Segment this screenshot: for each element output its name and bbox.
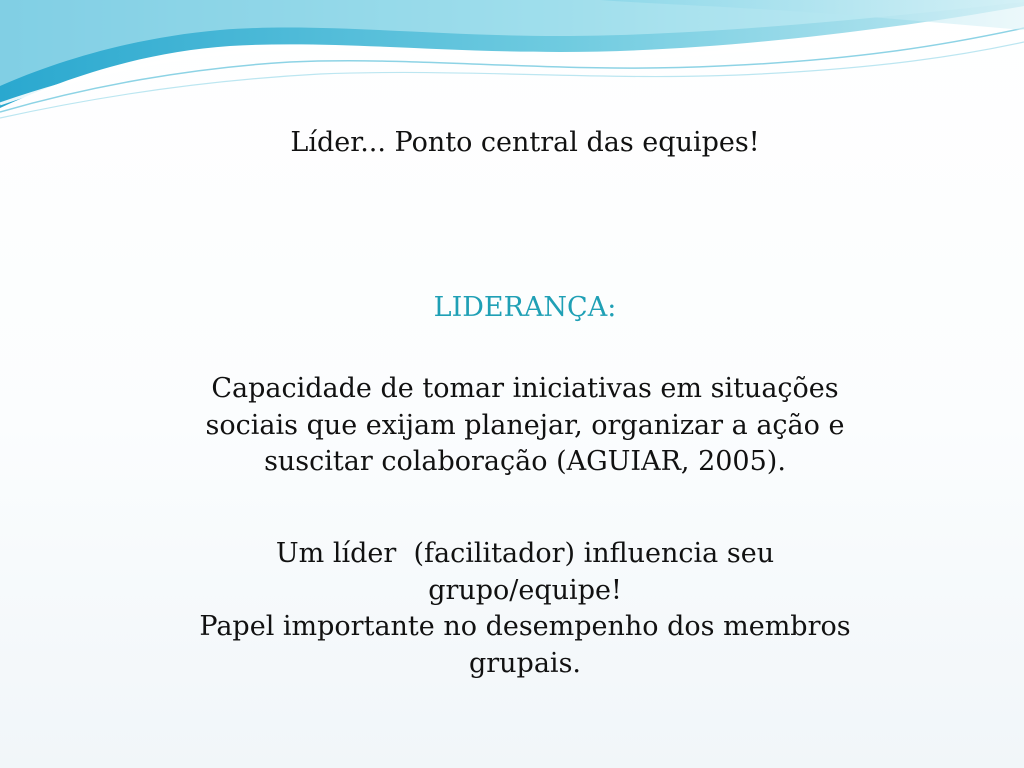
decorative-wave-banner [0,0,1024,130]
leader-line: grupais. [468,648,582,680]
definition-line: sociais que exijam planejar, organizar a ação e [205,409,845,441]
definition-line: suscitar colaboração (AGUIAR, 2005). [264,446,786,478]
slide-headline [150,125,900,162]
leader-line: Papel importante no desempenho dos membros [199,611,851,643]
definition-line: Capacidade de tomar iniciativas em situações [211,373,839,404]
section-title-text: LIDERANÇA: [433,292,617,323]
headline-text: Líder... Ponto central das equipes! [290,127,760,158]
definition-paragraph [150,371,900,481]
leader-line: Um líder (facilitador) influencia seu [275,538,775,569]
section-title [150,290,900,327]
leader-paragraph [150,536,900,683]
leader-line: grupo/equipe! [428,574,622,606]
